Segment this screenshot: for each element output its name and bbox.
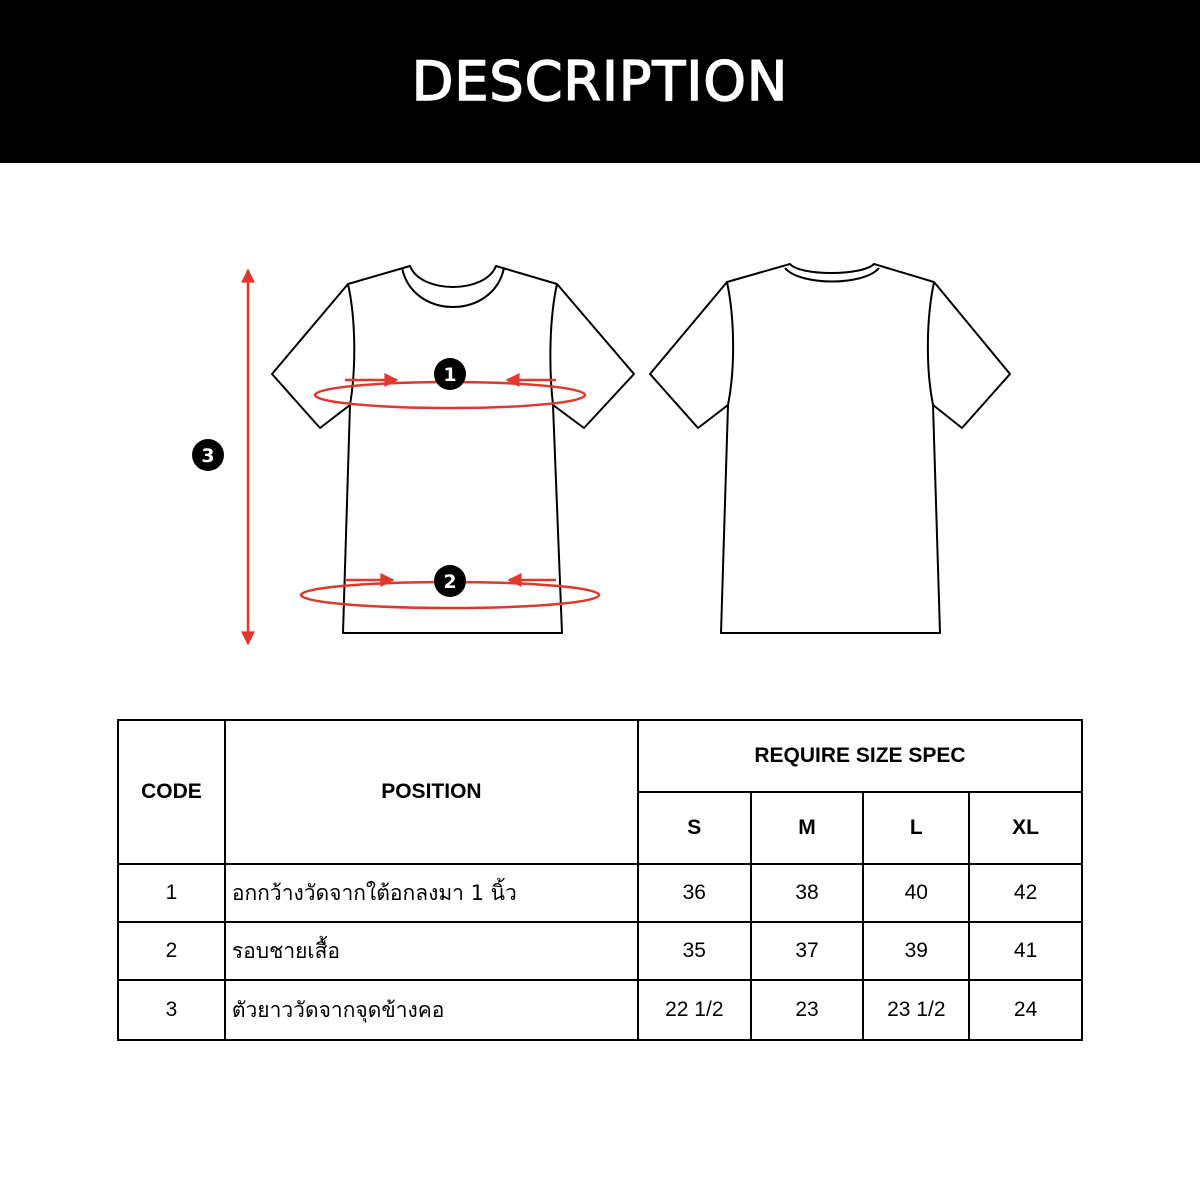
header-size-l: L xyxy=(863,792,969,864)
tshirt-diagram xyxy=(0,163,1200,703)
header-size-s: S xyxy=(638,792,751,864)
page-title: DESCRIPTION xyxy=(411,50,789,113)
cell-m: 37 xyxy=(751,922,864,980)
svg-text:1: 1 xyxy=(443,364,457,386)
row-position: อกกว้างวัดจากใต้อกลงมา 1 นิ้ว xyxy=(225,864,638,922)
cell-m: 38 xyxy=(751,864,864,922)
cell-s: 35 xyxy=(638,922,751,980)
svg-text:3: 3 xyxy=(201,445,215,467)
cell-s: 36 xyxy=(638,864,751,922)
row-position: รอบชายเสื้อ xyxy=(225,922,638,980)
header-size-spec: REQUIRE SIZE SPEC xyxy=(638,720,1082,792)
table-row xyxy=(118,864,1082,922)
cell-m: 23 xyxy=(751,980,864,1040)
header-position: POSITION xyxy=(225,720,638,864)
cell-xl: 42 xyxy=(969,864,1082,922)
header-size-m: M xyxy=(751,792,864,864)
table-row xyxy=(118,922,1082,980)
row-code: 1 xyxy=(118,864,225,922)
marker-3 xyxy=(192,439,224,471)
cell-l: 39 xyxy=(863,922,969,980)
cell-xl: 41 xyxy=(969,922,1082,980)
marker-1 xyxy=(434,358,466,390)
row-code: 3 xyxy=(118,980,225,1040)
cell-l: 40 xyxy=(863,864,969,922)
table-row xyxy=(118,980,1082,1040)
cell-l: 23 1/2 xyxy=(863,980,969,1040)
header-size-xl: XL xyxy=(969,792,1082,864)
cell-xl: 24 xyxy=(969,980,1082,1040)
cell-s: 22 1/2 xyxy=(638,980,751,1040)
header-banner xyxy=(0,0,1200,163)
tshirt-back-body xyxy=(650,264,1010,633)
row-code: 2 xyxy=(118,922,225,980)
size-spec-table xyxy=(117,719,1083,1041)
svg-text:2: 2 xyxy=(443,571,457,593)
header-code: CODE xyxy=(118,720,225,864)
tshirt-back xyxy=(650,264,1010,633)
row-position: ตัวยาววัดจากจุดข้างคอ xyxy=(225,980,638,1040)
marker-2 xyxy=(434,565,466,597)
